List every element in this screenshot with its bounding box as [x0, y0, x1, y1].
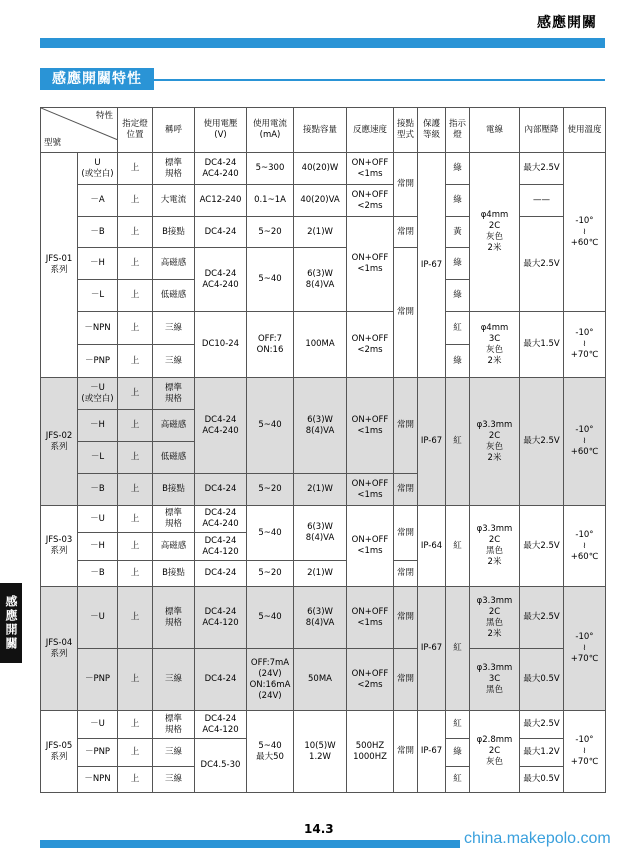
voltage-cell: DC4-24: [195, 649, 247, 711]
corner-top-label: 特性: [95, 111, 113, 121]
drop-cell: 最大2.5V: [520, 711, 564, 739]
header-bar: [40, 38, 605, 48]
table-row: [41, 378, 606, 410]
lamp-cell: 綠: [446, 248, 470, 280]
model-cell: －U: [78, 711, 118, 739]
lamp-cell: 紅: [446, 506, 470, 587]
protection-cell: IP-67: [418, 587, 446, 711]
contact-type-cell: 常開: [394, 649, 418, 711]
col-header: 指示 燈: [446, 108, 470, 153]
drop-cell: 最大2.5V: [520, 217, 564, 312]
name-cell: 三線: [153, 739, 195, 767]
name-cell: 大電流: [153, 185, 195, 217]
lamp-pos-cell: 上: [118, 217, 153, 248]
protection-cell: IP-67: [418, 378, 446, 506]
name-cell: 三線: [153, 345, 195, 378]
speed-cell: ON+OFF <1ms: [347, 587, 394, 649]
model-cell: －U: [78, 506, 118, 533]
contact-type-cell: 常開: [394, 248, 418, 378]
lamp-pos-cell: 上: [118, 474, 153, 506]
model-cell: －U: [78, 587, 118, 649]
wire-cell: φ3.3mm 2C 黑色 2米: [470, 506, 520, 587]
lamp-cell: 紅: [446, 587, 470, 711]
series-cell: JFS-02 系列: [41, 378, 78, 506]
voltage-cell: DC4-24 AC4-120: [195, 533, 247, 561]
col-header: 使用電壓 (V): [195, 108, 247, 153]
wire-cell: φ4mm 2C 灰色 2米: [470, 153, 520, 312]
temp-cell: -10° ≀ +70℃: [564, 587, 606, 711]
drop-cell: 最大1.2V: [520, 739, 564, 767]
current-cell: 5~40: [247, 248, 294, 312]
model-cell: －L: [78, 442, 118, 474]
lamp-pos-cell: 上: [118, 711, 153, 739]
name-cell: B接點: [153, 217, 195, 248]
table-row: [41, 506, 606, 533]
drop-cell: 最大2.5V: [520, 153, 564, 185]
contact-type-cell: 常開: [394, 711, 418, 793]
name-cell: 標準 規格: [153, 378, 195, 410]
contact-type-cell: 常開: [394, 506, 418, 561]
model-cell: －B: [78, 561, 118, 587]
lamp-cell: 綠: [446, 345, 470, 378]
model-cell: －A: [78, 185, 118, 217]
lamp-cell: 紅: [446, 378, 470, 506]
header-row: [41, 108, 606, 153]
capacity-cell: 2(1)W: [294, 561, 347, 587]
voltage-cell: DC4-24 AC4-120: [195, 711, 247, 739]
current-cell: 0.1~1A: [247, 185, 294, 217]
contact-type-cell: 常閉: [394, 217, 418, 248]
name-cell: 低磁感: [153, 442, 195, 474]
model-cell: －B: [78, 217, 118, 248]
current-cell: 5~40 最大50: [247, 711, 294, 793]
current-cell: 5~40: [247, 587, 294, 649]
lamp-pos-cell: 上: [118, 739, 153, 767]
lamp-cell: 綠: [446, 280, 470, 312]
lamp-pos-cell: 上: [118, 345, 153, 378]
drop-cell: 最大2.5V: [520, 378, 564, 506]
current-cell: 5~40: [247, 378, 294, 474]
table-row: [41, 587, 606, 649]
footer-bar: [40, 840, 460, 848]
model-cell: －PNP: [78, 649, 118, 711]
name-cell: 低磁感: [153, 280, 195, 312]
page-number: 14.3: [304, 822, 334, 836]
lamp-cell: 黃: [446, 217, 470, 248]
current-cell: 5~20: [247, 217, 294, 248]
protection-cell: IP-67: [418, 711, 446, 793]
spec-table: [40, 107, 606, 793]
drop-cell: 最大0.5V: [520, 649, 564, 711]
contact-type-cell: 常開: [394, 587, 418, 649]
contact-type-cell: 常開: [394, 153, 418, 217]
watermark: china.makepolo.com: [464, 830, 611, 847]
col-header: 電線: [470, 108, 520, 153]
name-cell: 標準 規格: [153, 587, 195, 649]
voltage-cell: DC4-24: [195, 561, 247, 587]
lamp-cell: 綠: [446, 739, 470, 767]
temp-cell: -10° ≀ +70℃: [564, 312, 606, 378]
speed-cell: ON+OFF <1ms: [347, 506, 394, 587]
series-cell: JFS-05 系列: [41, 711, 78, 793]
current-cell: OFF:7 ON:16: [247, 312, 294, 378]
wire-cell: φ3.3mm 2C 黑色 2米: [470, 587, 520, 649]
series-cell: JFS-03 系列: [41, 506, 78, 587]
header-title: 感應開關: [537, 15, 597, 31]
col-header: 保護 等級: [418, 108, 446, 153]
temp-cell: -10° ≀ +60℃: [564, 153, 606, 312]
lamp-cell: 紅: [446, 711, 470, 739]
speed-cell: ON+OFF <2ms: [347, 185, 394, 217]
capacity-cell: 2(1)W: [294, 217, 347, 248]
lamp-cell: 綠: [446, 153, 470, 185]
col-header: 指定燈 位置: [118, 108, 153, 153]
capacity-cell: 6(3)W 8(4)VA: [294, 506, 347, 561]
lamp-pos-cell: 上: [118, 153, 153, 185]
capacity-cell: 6(3)W 8(4)VA: [294, 378, 347, 474]
lamp-pos-cell: 上: [118, 587, 153, 649]
model-cell: －H: [78, 533, 118, 561]
voltage-cell: DC4-24 AC4-240: [195, 378, 247, 474]
lamp-pos-cell: 上: [118, 280, 153, 312]
table-row: [41, 185, 606, 217]
lamp-pos-cell: 上: [118, 533, 153, 561]
temp-cell: -10° ≀ +70℃: [564, 711, 606, 793]
voltage-cell: DC4-24 AC4-240: [195, 153, 247, 185]
model-cell: －PNP: [78, 739, 118, 767]
series-cell: JFS-04 系列: [41, 587, 78, 711]
current-cell: 5~40: [247, 506, 294, 561]
name-cell: 三線: [153, 649, 195, 711]
table-row: [41, 217, 606, 248]
lamp-cell: 紅: [446, 767, 470, 793]
table-row: [41, 711, 606, 739]
current-cell: 5~20: [247, 474, 294, 506]
capacity-cell: 6(3)W 8(4)VA: [294, 587, 347, 649]
section-rule: [148, 79, 605, 81]
lamp-cell: 綠: [446, 185, 470, 217]
series-cell: JFS-01 系列: [41, 153, 78, 378]
protection-cell: IP-67: [418, 153, 446, 378]
current-cell: 5~20: [247, 561, 294, 587]
voltage-cell: DC4-24 AC4-240: [195, 506, 247, 533]
name-cell: 高磁感: [153, 533, 195, 561]
speed-cell: ON+OFF <1ms: [347, 378, 394, 474]
model-cell: －H: [78, 410, 118, 442]
capacity-cell: 2(1)W: [294, 474, 347, 506]
name-cell: B接點: [153, 561, 195, 587]
capacity-cell: 100MA: [294, 312, 347, 378]
table-row: [41, 153, 606, 185]
protection-cell: IP-64: [418, 506, 446, 587]
name-cell: 三線: [153, 767, 195, 793]
corner-bottom-label: 型號: [44, 138, 62, 148]
drop-cell: 最大0.5V: [520, 767, 564, 793]
voltage-cell: DC4-24: [195, 474, 247, 506]
model-cell: －L: [78, 280, 118, 312]
col-header: 接點容量: [294, 108, 347, 153]
lamp-pos-cell: 上: [118, 185, 153, 217]
col-header: 內部壓降: [520, 108, 564, 153]
lamp-pos-cell: 上: [118, 410, 153, 442]
name-cell: 高磁感: [153, 248, 195, 280]
name-cell: 高磁感: [153, 410, 195, 442]
capacity-cell: 6(3)W 8(4)VA: [294, 248, 347, 312]
table-row: [41, 312, 606, 345]
name-cell: 標準 規格: [153, 711, 195, 739]
drop-cell: 最大2.5V: [520, 506, 564, 587]
corner-header: [41, 108, 118, 153]
name-cell: B接點: [153, 474, 195, 506]
col-header: 接點 型式: [394, 108, 418, 153]
wire-cell: φ3.3mm 3C 黑色: [470, 649, 520, 711]
name-cell: 標準 規格: [153, 506, 195, 533]
contact-type-cell: 常開: [394, 378, 418, 474]
col-header: 使用溫度: [564, 108, 606, 153]
speed-cell: ON+OFF <2ms: [347, 312, 394, 378]
voltage-cell: DC4.5-30: [195, 739, 247, 793]
table-row: [41, 649, 606, 711]
name-cell: 標準 規格: [153, 153, 195, 185]
side-tab: 感應開關: [0, 583, 22, 663]
drop-cell: ——: [520, 185, 564, 217]
model-cell: －NPN: [78, 767, 118, 793]
section-label: 感應開關特性: [40, 68, 154, 90]
temp-cell: -10° ≀ +60℃: [564, 378, 606, 506]
lamp-cell: 紅: [446, 312, 470, 345]
capacity-cell: 40(20)VA: [294, 185, 347, 217]
speed-cell: ON+OFF <1ms: [347, 153, 394, 185]
name-cell: 三線: [153, 312, 195, 345]
voltage-cell: DC10-24: [195, 312, 247, 378]
lamp-pos-cell: 上: [118, 248, 153, 280]
contact-type-cell: 常閉: [394, 474, 418, 506]
drop-cell: 最大1.5V: [520, 312, 564, 378]
temp-cell: -10° ≀ +60℃: [564, 506, 606, 587]
lamp-pos-cell: 上: [118, 649, 153, 711]
lamp-pos-cell: 上: [118, 561, 153, 587]
wire-cell: φ4mm 3C 灰色 2米: [470, 312, 520, 378]
capacity-cell: 40(20)W: [294, 153, 347, 185]
capacity-cell: 10(5)W 1.2W: [294, 711, 347, 793]
wire-cell: φ3.3mm 2C 灰色 2米: [470, 378, 520, 506]
lamp-pos-cell: 上: [118, 442, 153, 474]
model-cell: －PNP: [78, 345, 118, 378]
model-cell: －H: [78, 248, 118, 280]
speed-cell: ON+OFF <2ms: [347, 649, 394, 711]
current-cell: 5~300: [247, 153, 294, 185]
model-cell: U (或空白): [78, 153, 118, 185]
lamp-pos-cell: 上: [118, 378, 153, 410]
model-cell: －B: [78, 474, 118, 506]
model-cell: －NPN: [78, 312, 118, 345]
contact-type-cell: 常閉: [394, 561, 418, 587]
lamp-pos-cell: 上: [118, 767, 153, 793]
col-header: 使用電流 (mA): [247, 108, 294, 153]
capacity-cell: 50MA: [294, 649, 347, 711]
speed-cell: 500HZ 1000HZ: [347, 711, 394, 793]
voltage-cell: DC4-24 AC4-240: [195, 248, 247, 312]
speed-cell: ON+OFF <1ms: [347, 474, 394, 506]
wire-cell: φ2.8mm 2C 灰色: [470, 711, 520, 793]
lamp-pos-cell: 上: [118, 312, 153, 345]
lamp-pos-cell: 上: [118, 506, 153, 533]
voltage-cell: AC12-240: [195, 185, 247, 217]
voltage-cell: DC4-24 AC4-120: [195, 587, 247, 649]
drop-cell: 最大2.5V: [520, 587, 564, 649]
current-cell: OFF:7mA (24V) ON:16mA (24V): [247, 649, 294, 711]
model-cell: －U (或空白): [78, 378, 118, 410]
col-header: 稱呼: [153, 108, 195, 153]
col-header: 反應速度: [347, 108, 394, 153]
speed-cell: ON+OFF <1ms: [347, 217, 394, 312]
voltage-cell: DC4-24: [195, 217, 247, 248]
